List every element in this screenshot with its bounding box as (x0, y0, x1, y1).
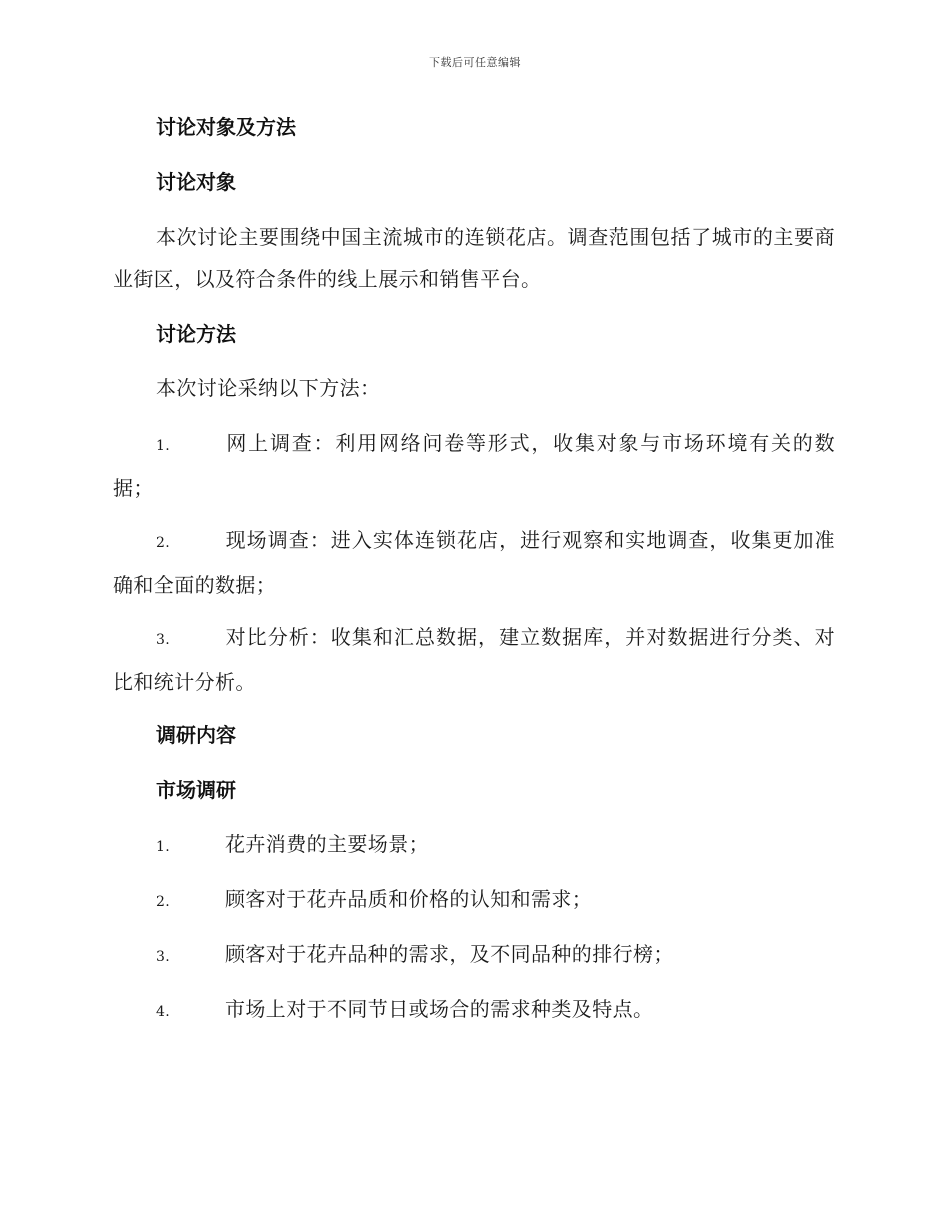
section-heading-content: 调研内容 (156, 723, 236, 747)
list-item (113, 878, 835, 923)
list-item (113, 616, 835, 703)
list-text: 现场调查：进入实体连锁花店，进行观察和实地调查，收集更加准确和全面的数据； (113, 528, 835, 597)
list-item (113, 823, 835, 868)
paragraph-method-intro: 本次讨论采纳以下方法： (156, 376, 381, 400)
section-heading-market: 市场调研 (156, 778, 236, 802)
paragraph-object: 本次讨论主要围绕中国主流城市的连锁花店。调查范围包括了城市的主要商业街区，以及符合条件的线上展示和销售平台。 (113, 225, 835, 291)
list-item (113, 933, 835, 978)
list-number: 1. (156, 839, 171, 855)
list-number: 2. (156, 535, 171, 551)
section-heading-object: 讨论对象 (156, 170, 236, 194)
list-text: 对比分析：收集和汇总数据，建立数据库，并对数据进行分类、对比和统计分析。 (113, 625, 835, 694)
list-text: 网上调查：利用网络问卷等形式，收集对象与市场环境有关的数据； (113, 431, 835, 500)
header-note: 下载后可任意编辑 (429, 56, 521, 69)
section-heading-method: 讨论方法 (156, 322, 236, 346)
list-text: 花卉消费的主要场景； (225, 832, 429, 856)
section-heading-main: 讨论对象及方法 (156, 115, 296, 139)
list-text: 顾客对于花卉品种的需求，及不同品种的排行榜； (225, 942, 674, 966)
list-item (113, 519, 835, 606)
list-number: 2. (156, 894, 171, 910)
list-number: 3. (156, 949, 171, 965)
list-number: 1. (156, 438, 171, 454)
list-number: 3. (156, 632, 171, 648)
list-item (113, 422, 835, 509)
list-text: 顾客对于花卉品质和价格的认知和需求； (225, 887, 593, 911)
list-item (113, 988, 835, 1033)
list-number: 4. (156, 1004, 171, 1020)
list-text: 市场上对于不同节日或场合的需求种类及特点。 (225, 997, 654, 1021)
